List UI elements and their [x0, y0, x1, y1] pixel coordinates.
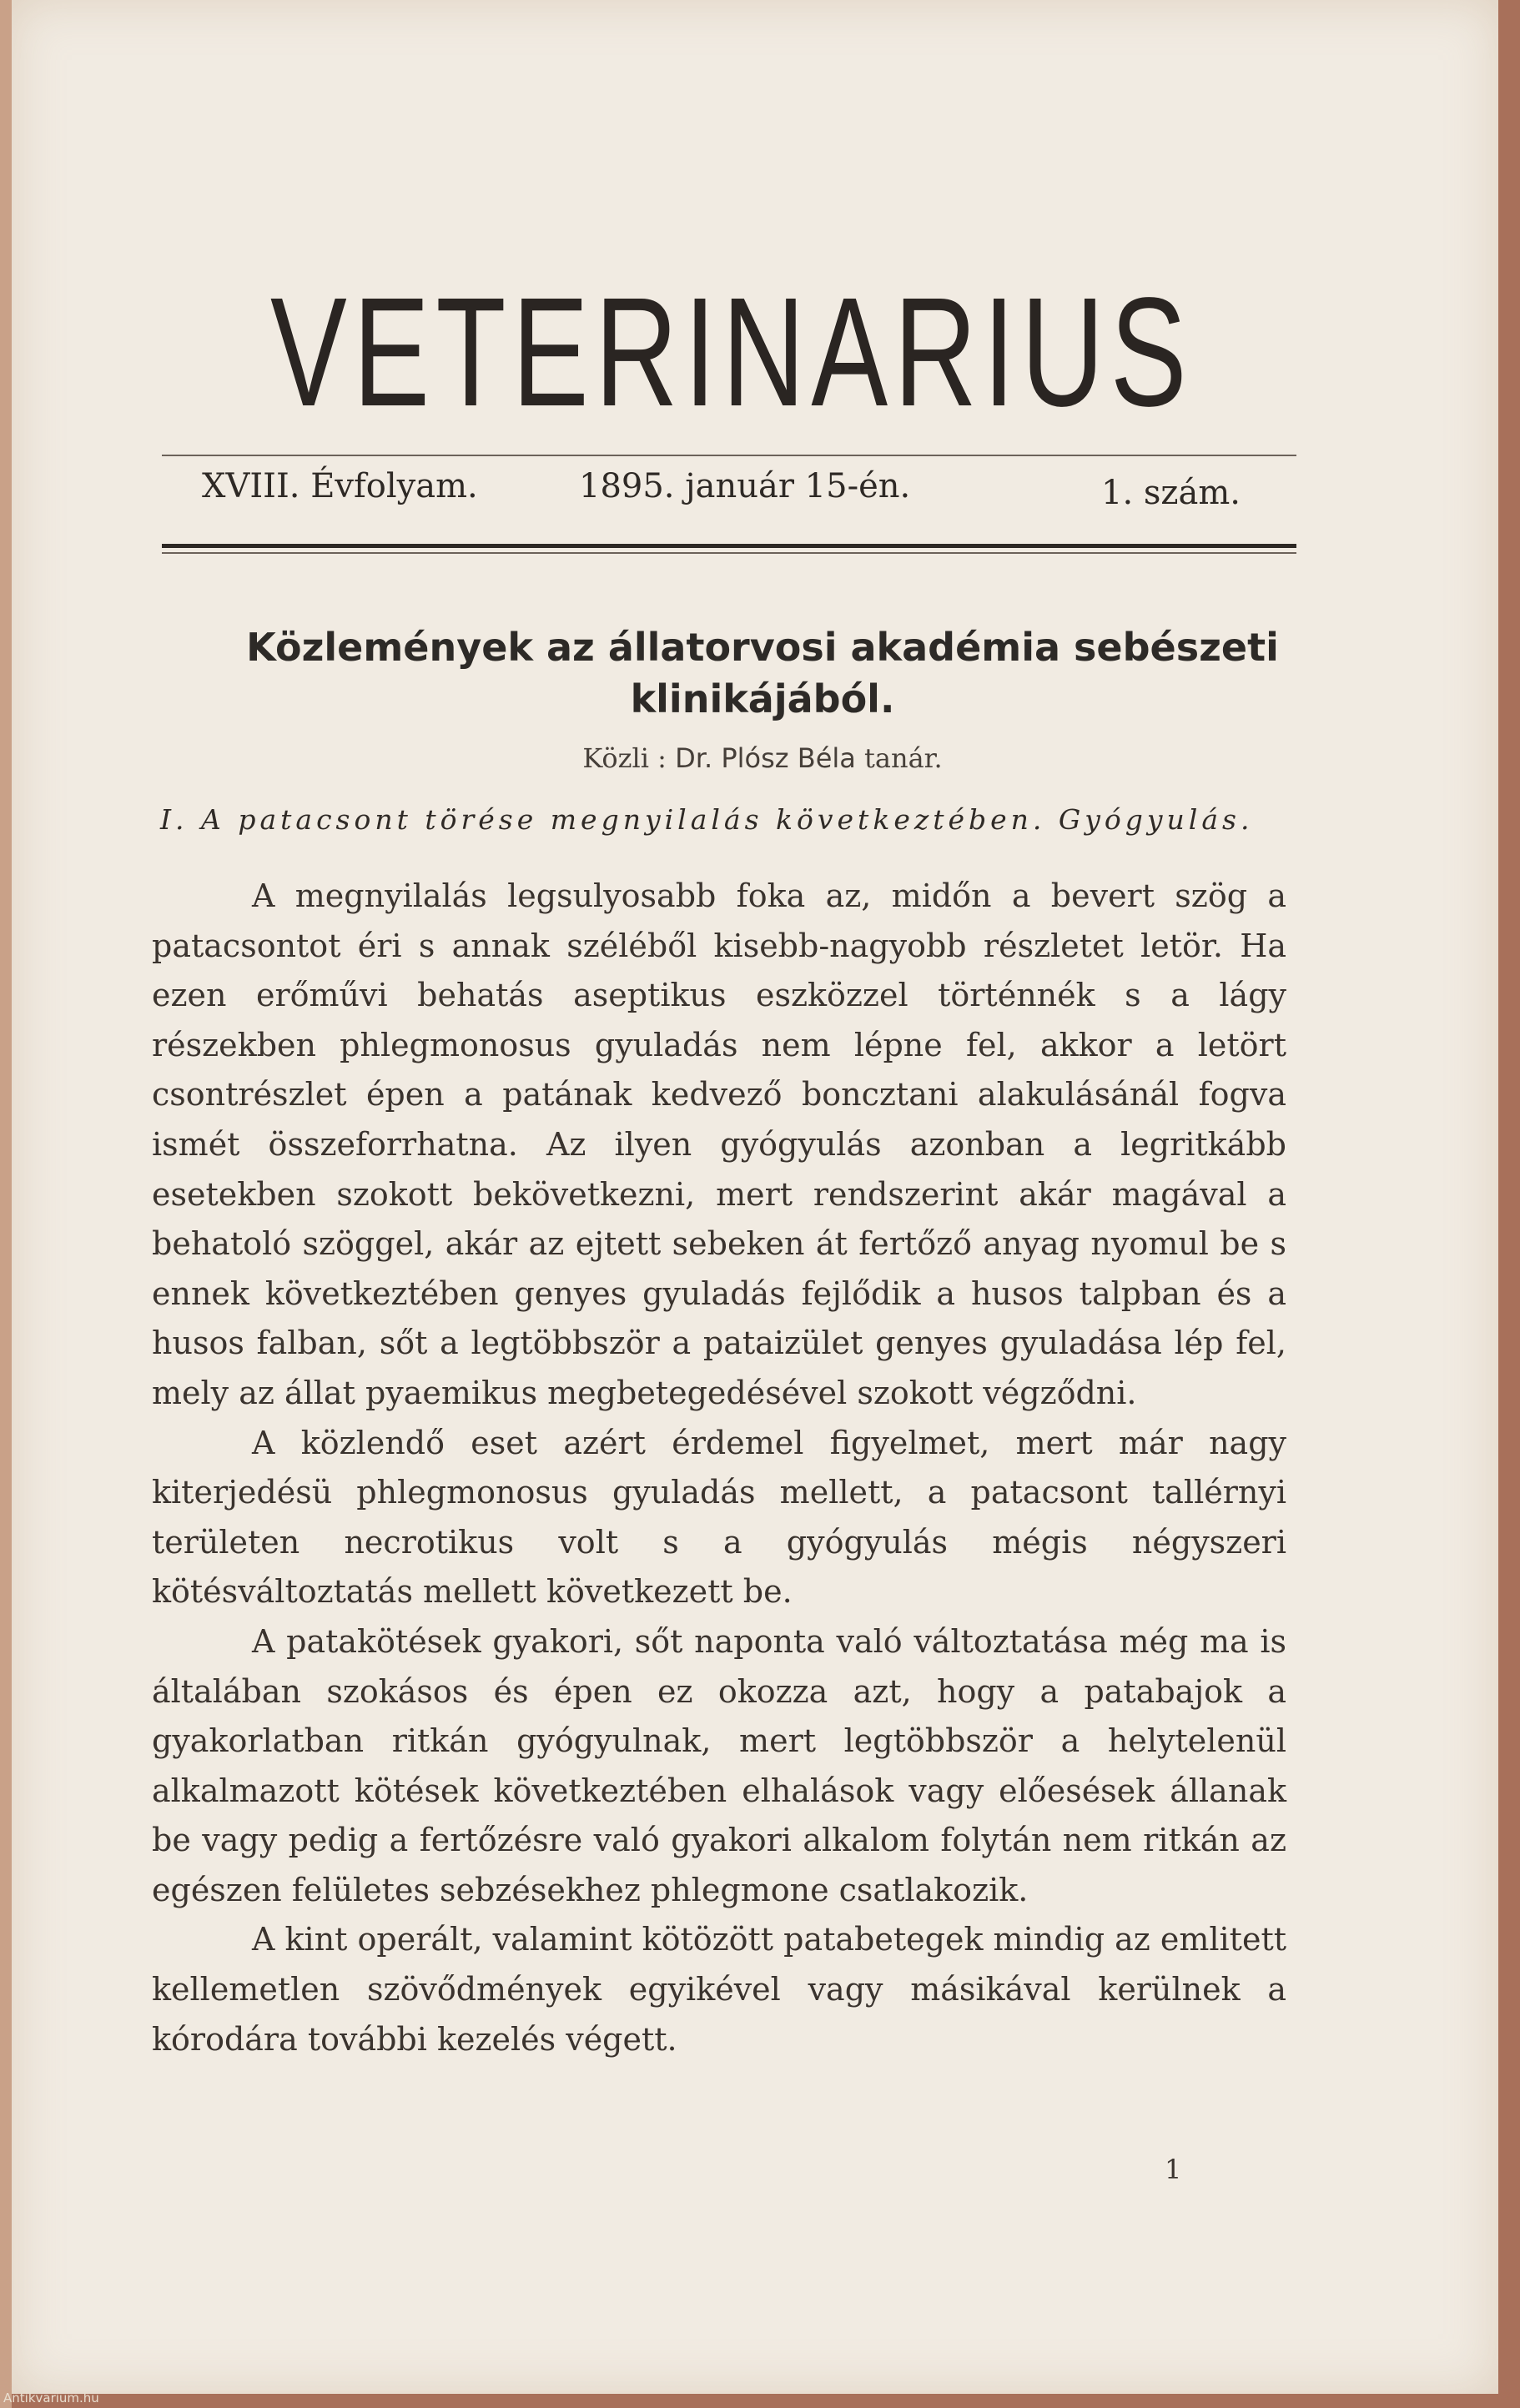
section-subtitle: I. A patacsont törése megnyilalás következtében. Gyógyulás.	[160, 803, 1254, 836]
author-suffix: tanár.	[864, 742, 943, 774]
article-title-line1: Közlemények az állatorvosi akadémia sebészeti	[246, 625, 1279, 670]
article-title	[204, 621, 1321, 725]
page-number: 1	[1165, 2154, 1182, 2185]
watermark: Antikvarium.hu	[3, 2390, 99, 2405]
author-name: Dr. Plósz Béla	[675, 742, 856, 774]
header-rule-bottom-thin	[162, 552, 1296, 554]
header-rule-top	[162, 455, 1296, 456]
paragraph-4: A kint operált, valamint kötözött patabetegek mindig az emlitett kellemetlen szövődmények egyikével vagy másikával kerülnek a kórodára további kezelés végett.	[152, 1921, 1286, 2058]
paragraph-3: A patakötések gyakori, sőt naponta való változtatása még ma is általában szokásos és épen ez okozza azt, hogy a patabajok a gyakorlatban ritkán gyógyulnak, mert legtöbbször a helytelenül alkalmazott kötések következtében elhalások vagy előesések állanak be vagy pedig a fertőzésre való gyakori alkalom folytán nem ritkán az egészen felületes sebzésekhez phlegmone csatlakozik.	[152, 1622, 1286, 1908]
article-title-line2: klinikájából.	[630, 676, 895, 721]
author-prefix: Közli :	[582, 742, 667, 774]
paragraph-1: A megnyilalás legsulyosabb foka az, midőn a bevert szög a patacsontot éri s annak széléből kisebb-nagyobb részletet letör. Ha ezen erőművi behatás aseptikus eszközzel történnék s a lágy részekben phlegmonosus gyuladás nem lépne fel, akkor a letört csontrészlet épen a patának kedvező boncztani alakulásánál fogva ismét összeforrhatna. Az ilyen gyógyulás azonban a legritkább esetekben szokott bekövetkezni, mert rendszerint akár magával a behatoló szöggel, akár az ejtett sebeken át fertőző anyag nyomul be s ennek következtében genyes gyuladás fejlődik a husos talpban és a husos falban, sőt a legtöbbször a pataizület genyes gyuladása lép fel, mely az állat pyaemikus megbetegedésével szokott végződni.	[152, 877, 1286, 1411]
issue-date: 1895. január 15-én.	[579, 467, 911, 505]
paragraph-2: A közlendő eset azért érdemel figyelmet, mert már nagy kiterjedésü phlegmonosus gyuladás mellett, a patacsont tallérnyi területen necrotikus volt s a gyógyulás mégis négyszeri kötésváltoztatás mellett következett be.	[152, 1424, 1286, 1611]
header-rule-bottom	[162, 544, 1296, 548]
author-line	[154, 742, 1372, 774]
book-spine-edge	[0, 0, 12, 2408]
article-body	[152, 872, 1286, 2064]
document-page	[12, 0, 1498, 2394]
issue-number: 1. szám.	[1101, 474, 1241, 512]
journal-title: VETERINARIUS	[270, 266, 1193, 439]
volume-label: XVIII. Évfolyam.	[202, 467, 478, 505]
